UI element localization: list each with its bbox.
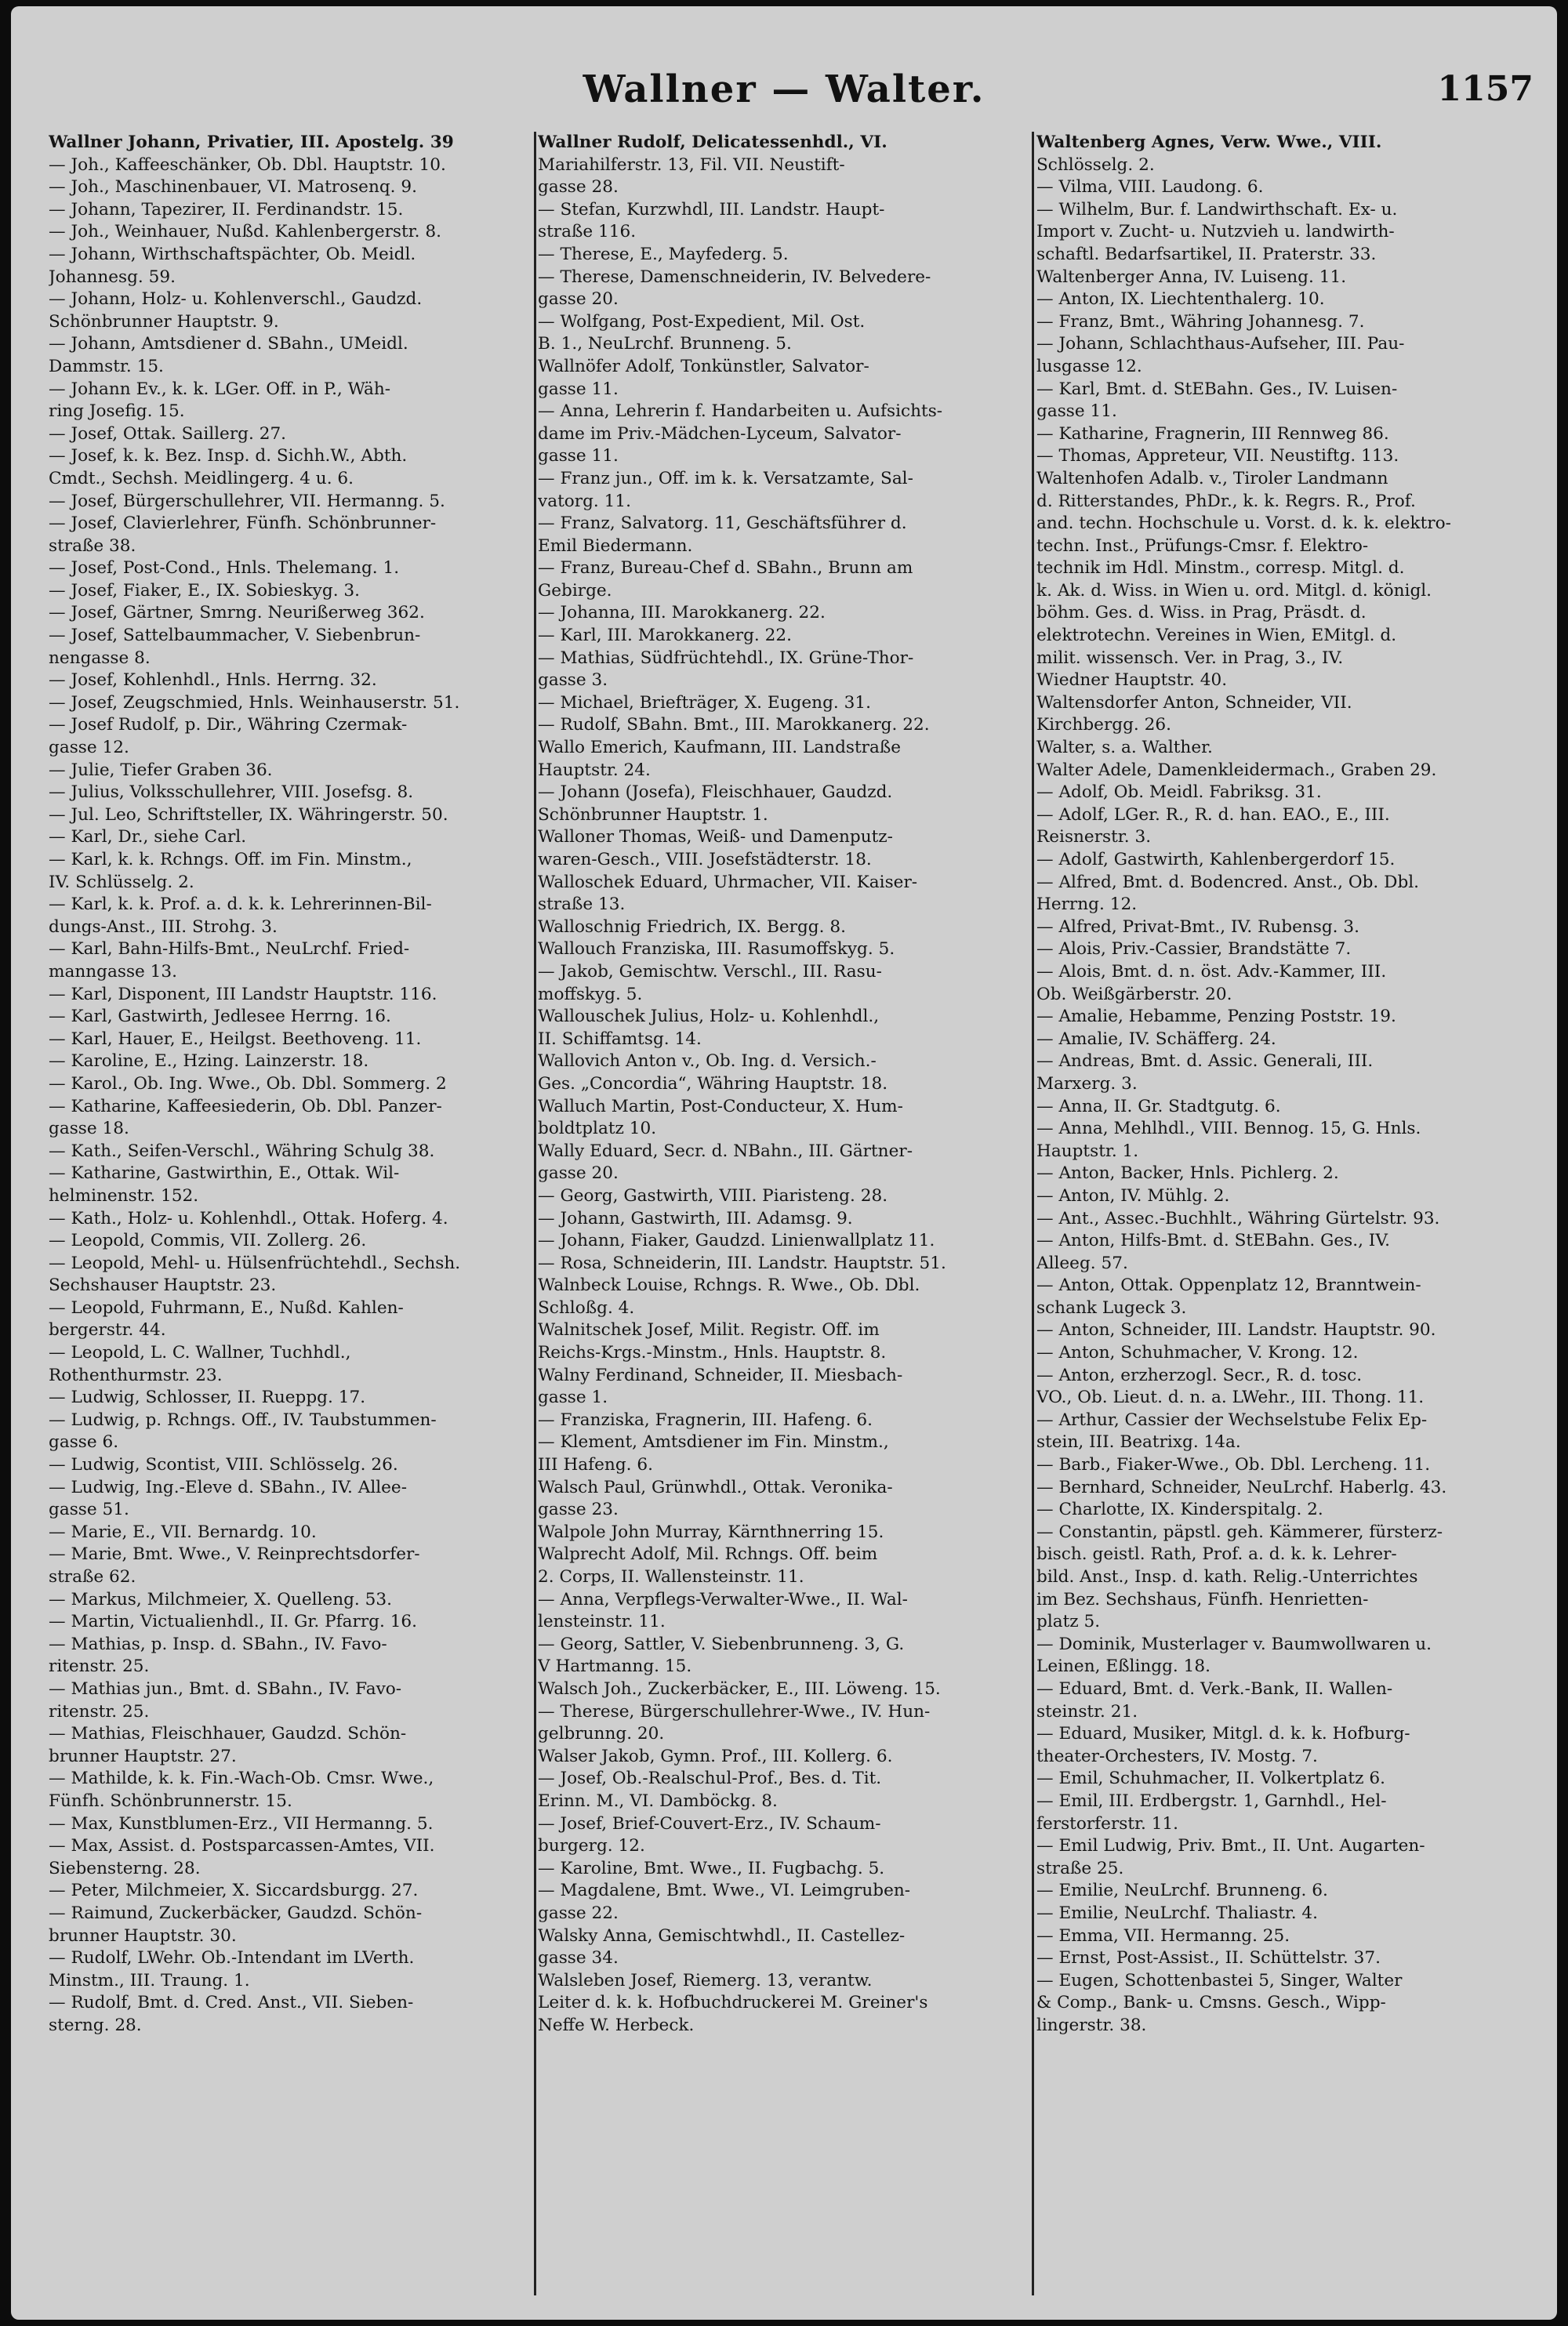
directory-entry: straße 62. [49, 1567, 136, 1587]
directory-entry: — Emil, Schuhmacher, II. Volkertplatz 6. [1036, 1769, 1385, 1789]
directory-entry: — Johann, Holz- u. Kohlenverschl., Gaudzd. [49, 289, 423, 310]
directory-entry: Schönbrunner Hauptstr. 1. [538, 804, 768, 825]
directory-entry: — Joh., Weinhauer, Nußd. Kahlenbergerstr. 8. [49, 222, 441, 242]
directory-entry: gasse 6. [49, 1432, 119, 1453]
directory-entry: V Hartmanng. 15. [538, 1657, 692, 1677]
directory-entry: k. Ak. d. Wiss. in Wien u. ord. Mitgl. d. königl. [1036, 580, 1432, 601]
directory-entry: Rothenthurmstr. 23. [49, 1365, 223, 1385]
directory-entry: elektrotechn. Vereines in Wien, EMitgl. d. [1036, 626, 1397, 646]
directory-entry: Walter, s. a. Walther. [1036, 738, 1213, 758]
directory-entry: — Katharine, Kaffeesiederin, Ob. Dbl. Panzer- [49, 1096, 442, 1116]
directory-entry: bisch. geistl. Rath, Prof. a. d. k. k. Lehrer- [1036, 1544, 1397, 1565]
directory-entry: — Therese, Damenschneiderin, IV. Belvedere- [538, 267, 931, 287]
directory-entry: Marxerg. 3. [1036, 1073, 1138, 1094]
directory-entry: gasse 51. [49, 1500, 129, 1520]
directory-entry: gasse 22. [538, 1903, 619, 1923]
directory-entry: Schloßg. 4. [538, 1297, 635, 1318]
column-left [49, 132, 535, 2303]
directory-entry: gasse 12. [49, 738, 129, 758]
directory-entry: Hauptstr. 24. [538, 760, 651, 780]
directory-entry: moffskyg. 5. [538, 984, 643, 1004]
directory-entry: Gebirge. [538, 580, 612, 601]
directory-entry: — Anton, Ottak. Oppenplatz 12, Branntwein- [1036, 1275, 1421, 1296]
directory-entry: ritenstr. 25. [49, 1701, 150, 1722]
directory-entry: waren-Gesch., VIII. Josefstädterstr. 18. [538, 850, 872, 869]
directory-entry: — Alois, Priv.-Cassier, Brandstätte 7. [1036, 939, 1352, 960]
directory-entry: Schlösselg. 2. [1036, 154, 1155, 175]
directory-entry: gasse 23. [538, 1500, 619, 1520]
directory-entry: — Julius, Volksschullehrer, VIII. Josefsg. 8. [49, 782, 414, 803]
directory-entry: — Adolf, Ob. Meidl. Fabriksg. 31. [1036, 782, 1322, 803]
directory-entry: — Julie, Tiefer Graben 36. [49, 760, 273, 780]
directory-entry: — Michael, Briefträger, X. Eugeng. 31. [538, 692, 871, 713]
directory-entry: — Amalie, Hebamme, Penzing Poststr. 19. [1036, 1007, 1396, 1027]
directory-entry: — Eugen, Schottenbastei 5, Singer, Walter [1036, 1970, 1403, 1990]
directory-entry: — Joh., Kaffeeschänker, Ob. Dbl. Hauptstr. 10. [49, 154, 446, 175]
directory-entry: gasse 20. [538, 289, 619, 310]
directory-entry: — Franz jun., Off. im k. k. Versatzamte, Sal- [538, 468, 913, 488]
directory-entry: Walluch Martin, Post-Conducteur, X. Hum- [538, 1096, 903, 1116]
directory-entry: — Josef, Zeugschmied, Hnls. Weinhauserstr. 51. [49, 692, 460, 713]
directory-entry: — Martin, Victualienhdl., II. Gr. Pfarrg. 16. [49, 1612, 418, 1632]
directory-entry: IV. Schlüsselg. 2. [49, 872, 194, 892]
directory-entry: — Ludwig, Schlosser, II. Rueppg. 17. [49, 1388, 366, 1408]
directory-entry: — Emma, VII. Hermanng. 25. [1036, 1925, 1290, 1946]
directory-entry: — Bernhard, Schneider, NeuLrchf. Haberlg. 43. [1036, 1477, 1447, 1497]
directory-entry: platz 5. [1036, 1612, 1101, 1632]
directory-entry: — Karl, Gastwirth, Jedlesee Herrng. 16. [49, 1007, 391, 1027]
directory-entry: — Barb., Fiaker-Wwe., Ob. Dbl. Lercheng. 11. [1036, 1455, 1431, 1475]
directory-entry: II. Schiffamtsg. 14. [538, 1029, 702, 1049]
directory-entry: — Josef, k. k. Bez. Insp. d. Sichh.W., Abth. [49, 446, 408, 466]
directory-entry: — Mathias jun., Bmt. d. SBahn., IV. Favo- [49, 1678, 402, 1699]
directory-entry: lingerstr. 38. [1036, 2015, 1147, 2035]
directory-entry: — Eduard, Bmt. d. Verk.-Bank, II. Wallen- [1036, 1678, 1393, 1699]
directory-entry: gasse 11. [1036, 401, 1117, 422]
directory-entry: — Ant., Assec.-Buchhlt., Währing Gürtelstr. 93. [1036, 1208, 1440, 1228]
directory-entry: VO., Ob. Lieut. d. n. a. LWehr., III. Thong. 11. [1036, 1388, 1425, 1408]
directory-entry: — Emil, III. Erdbergstr. 1, Garnhdl., Hel- [1036, 1791, 1387, 1811]
directory-entry: Waltenberg Agnes, Verw. Wwe., VIII. [1036, 132, 1382, 152]
directory-entry: — Karl, Bahn-Hilfs-Bmt., NeuLrchf. Fried- [49, 939, 410, 960]
directory-entry: — Max, Assist. d. Postsparcassen-Amtes, VII. [49, 1836, 435, 1856]
directory-entry: im Bez. Sechshaus, Fünfh. Henrietten- [1036, 1589, 1369, 1609]
directory-entry: Leinen, Eßlingg. 18. [1036, 1657, 1210, 1677]
directory-entry: — Magdalene, Bmt. Wwe., VI. Leimgruben- [538, 1881, 911, 1901]
directory-entry: — Karl, Disponent, III Landstr Hauptstr. 116. [49, 984, 437, 1004]
directory-entry: lusgasse 12. [1036, 356, 1142, 376]
directory-entry: — Kath., Holz- u. Kohlenhdl., Ottak. Hoferg. 4. [49, 1208, 448, 1228]
directory-entry: Leiter d. k. k. Hofbuchdruckerei M. Greiner's [538, 1993, 928, 2013]
directory-entry: — Therese, Bürgerschullehrer-Wwe., IV. Hun- [538, 1701, 931, 1722]
directory-entry: Sechshauser Hauptstr. 23. [49, 1275, 277, 1296]
directory-entry: helminenstr. 152. [49, 1185, 199, 1206]
directory-entry: — Anton, Hilfs-Bmt. d. StEBahn. Ges., IV. [1036, 1231, 1391, 1251]
directory-entry: — Georg, Gastwirth, VIII. Piaristeng. 28. [538, 1185, 888, 1206]
directory-entry: & Comp., Bank- u. Cmsns. Gesch., Wipp- [1036, 1993, 1386, 2013]
directory-entry: and. techn. Hochschule u. Vorst. d. k. k. elektro- [1036, 513, 1451, 534]
directory-entry: schank Lugeck 3. [1036, 1297, 1187, 1318]
directory-entry: — Markus, Milchmeier, X. Quelleng. 53. [49, 1589, 392, 1609]
directory-entry: — Karoline, Bmt. Wwe., II. Fugbachg. 5. [538, 1858, 885, 1878]
directory-entry: Wallovich Anton v., Ob. Ing. d. Versich.- [538, 1051, 877, 1072]
directory-entry: techn. Inst., Prüfungs-Cmsr. f. Elektro- [1036, 535, 1369, 556]
directory-page [11, 6, 1557, 2320]
directory-entry: — Anton, erzherzogl. Secr., R. d. tosc. [1036, 1365, 1363, 1385]
directory-entry: vatorg. 11. [538, 491, 631, 511]
directory-entry: — Josef, Fiaker, E., IX. Sobieskyg. 3. [49, 580, 361, 601]
directory-entry: Walsky Anna, Gemischtwhdl., II. Castellez- [538, 1925, 906, 1946]
directory-entry: gasse 34. [538, 1948, 619, 1969]
directory-entry: — Kath., Seifen-Verschl., Währing Schulg 38. [49, 1141, 435, 1161]
directory-entry: Siebensterng. 28. [49, 1858, 201, 1878]
directory-entry: Wallouschek Julius, Holz- u. Kohlenhdl., [538, 1007, 880, 1027]
directory-entry: — Rudolf, Bmt. d. Cred. Anst., VII. Sieben- [49, 1993, 414, 2013]
directory-entry: — Marie, Bmt. Wwe., V. Reinprechtsdorfer- [49, 1544, 420, 1565]
directory-entry: — Ernst, Post-Assist., II. Schüttelstr. 37. [1036, 1948, 1381, 1969]
directory-entry: nengasse 8. [49, 648, 151, 668]
directory-entry: — Anna, Verpflegs-Verwalter-Wwe., II. Wal- [538, 1589, 908, 1609]
directory-entry: — Rudolf, LWehr. Ob.-Intendant im LVerth. [49, 1948, 415, 1969]
directory-entry: — Joh., Maschinenbauer, VI. Matrosenq. 9. [49, 177, 418, 198]
directory-entry: Waltenhofen Adalb. v., Tiroler Landmann [1036, 468, 1388, 488]
directory-entry: — Anton, Schneider, III. Landstr. Hauptstr. 90. [1036, 1320, 1436, 1341]
directory-entry: — Marie, E., VII. Bernardg. 10. [49, 1522, 317, 1542]
directory-entry: — Therese, E., Mayfederg. 5. [538, 244, 789, 264]
directory-entry: straße 13. [538, 894, 626, 915]
directory-entry: — Anton, IX. Liechtenthalerg. 10. [1036, 289, 1325, 310]
directory-entry: — Johann Ev., k. k. LGer. Off. in P., Wäh- [49, 379, 391, 399]
column-divider [534, 132, 536, 2295]
directory-entry: — Andreas, Bmt. d. Assic. Generali, III. [1036, 1051, 1374, 1072]
directory-entry: Ges. „Concordia“, Währing Hauptstr. 18. [538, 1073, 888, 1094]
directory-entry: — Josef, Bürgerschullehrer, VII. Hermanng. 5. [49, 491, 445, 511]
directory-entry: — Franz, Salvatorg. 11, Geschäftsführer d. [538, 513, 907, 534]
directory-entry: straße 38. [49, 535, 136, 556]
directory-entry: gelbrunng. 20. [538, 1724, 665, 1744]
directory-entry: — Ludwig, Scontist, VIII. Schlösselg. 26. [49, 1455, 398, 1475]
directory-entry: boldtplatz 10. [538, 1119, 657, 1139]
directory-entry: — Vilma, VIII. Laudong. 6. [1036, 177, 1264, 198]
directory-entry: — Adolf, Gastwirth, Kahlenbergerdorf 15. [1036, 850, 1396, 869]
directory-entry: — Mathias, Südfrüchtehdl., IX. Grüne-Thor- [538, 648, 914, 668]
directory-entry: — Emil Ludwig, Priv. Bmt., II. Unt. Augarten- [1036, 1836, 1425, 1856]
directory-entry: — Franz, Bmt., Währing Johannesg. 7. [1036, 311, 1365, 332]
directory-entry: — Katharine, Fragnerin, III Rennweg 86. [1036, 423, 1389, 444]
directory-entry: sterng. 28. [49, 2015, 142, 2035]
directory-entry: brunner Hauptstr. 30. [49, 1925, 237, 1946]
directory-entry: Herrng. 12. [1036, 894, 1138, 915]
directory-entry: Walser Jakob, Gymn. Prof., III. Kollerg. 6. [538, 1746, 893, 1766]
directory-entry: — Charlotte, IX. Kinderspitalg. 2. [1036, 1500, 1323, 1520]
directory-entry: milit. wissensch. Ver. in Prag, 3., IV. [1036, 648, 1344, 668]
column-middle [538, 132, 1033, 2303]
directory-entry: — Johann, Gastwirth, III. Adamsg. 9. [538, 1208, 853, 1228]
directory-entry: dame im Priv.-Mädchen-Lyceum, Salvator- [538, 423, 902, 444]
column-divider [1032, 132, 1034, 2295]
directory-entry: lensteinstr. 11. [538, 1612, 666, 1632]
directory-entry: Walnitschek Josef, Milit. Registr. Off. im [538, 1320, 880, 1341]
directory-entry: — Johann, Fiaker, Gaudzd. Linienwallplatz 11. [538, 1231, 935, 1251]
directory-entry: — Johann, Tapezirer, II. Ferdinandstr. 15. [49, 199, 404, 220]
directory-entry: Alleeg. 57. [1036, 1253, 1128, 1273]
directory-entry: gasse 20. [538, 1163, 619, 1184]
directory-entry: — Karl, k. k. Prof. a. d. k. k. Lehrerinnen-Bil- [49, 894, 432, 915]
directory-entry: — Alois, Bmt. d. n. öst. Adv.-Kammer, III. [1036, 961, 1387, 982]
directory-entry: — Johann, Schlachthaus-Aufseher, III. Pau- [1036, 334, 1405, 354]
directory-entry: Wallnöfer Adolf, Tonkünstler, Salvator- [538, 356, 869, 376]
directory-entry: Emil Biedermann. [538, 535, 693, 556]
directory-entry: bild. Anst., Insp. d. kath. Relig.-Unterrichtes [1036, 1567, 1418, 1587]
directory-entry: — Arthur, Cassier der Wechselstube Felix Ep- [1036, 1410, 1428, 1430]
directory-entry: — Anna, Lehrerin f. Handarbeiten u. Aufsichts- [538, 401, 943, 422]
directory-entry: Walpole John Murray, Kärnthnerring 15. [538, 1522, 884, 1542]
directory-entry: Kirchbergg. 26. [1036, 715, 1172, 735]
directory-entry: — Karl, Bmt. d. StEBahn. Ges., IV. Luisen- [1036, 379, 1398, 399]
directory-entry: Reisnerstr. 3. [1036, 827, 1152, 847]
directory-entry: bergerstr. 44. [49, 1320, 166, 1341]
directory-entry: III Hafeng. 6. [538, 1455, 653, 1475]
directory-entry: — Anna, II. Gr. Stadtgutg. 6. [1036, 1096, 1281, 1116]
directory-entry: manngasse 13. [49, 961, 178, 982]
directory-entry: böhm. Ges. d. Wiss. in Prag, Präsdt. d. [1036, 603, 1367, 623]
directory-entry: Waltenberger Anna, IV. Luiseng. 11. [1036, 267, 1347, 287]
directory-entry: Walloschnig Friedrich, IX. Bergg. 8. [538, 916, 846, 937]
directory-entry: ritenstr. 25. [49, 1657, 150, 1677]
directory-entry: — Josef, Brief-Couvert-Erz., IV. Schaum- [538, 1813, 881, 1834]
directory-entry: — Rosa, Schneiderin, III. Landstr. Hauptstr. 51. [538, 1253, 946, 1273]
directory-entry: — Anton, IV. Mühlg. 2. [1036, 1185, 1230, 1206]
directory-entry: — Leopold, Fuhrmann, E., Nußd. Kahlen- [49, 1297, 404, 1318]
directory-entry: Schönbrunner Hauptstr. 9. [49, 311, 279, 332]
directory-entry: Hauptstr. 1. [1036, 1141, 1139, 1161]
directory-entry: — Alfred, Bmt. d. Bodencred. Anst., Ob. Dbl. [1036, 872, 1420, 892]
directory-entry: Wally Eduard, Secr. d. NBahn., III. Gärtner- [538, 1141, 913, 1161]
directory-entry: — Mathilde, k. k. Fin.-Wach-Ob. Cmsr. Wwe., [49, 1769, 434, 1789]
directory-entry: Neffe W. Herbeck. [538, 2015, 695, 2035]
directory-entry: — Jakob, Gemischtw. Verschl., III. Rasu- [538, 961, 882, 982]
directory-entry: — Johann, Amtsdiener d. SBahn., UMeidl. [49, 334, 408, 354]
column-right [1036, 132, 1541, 2303]
page-header [11, 67, 1557, 122]
directory-entry: Wallner Johann, Privatier, III. Apostelg. 39 [49, 132, 454, 152]
directory-entry: Walloner Thomas, Weiß- und Damenputz- [538, 827, 893, 847]
directory-entry: gasse 1. [538, 1388, 608, 1408]
directory-entry: — Karl, Hauer, E., Heilgst. Beethoveng. 11. [49, 1029, 422, 1049]
directory-entry: — Jul. Leo, Schriftsteller, IX. Währingerstr. 50. [49, 804, 448, 825]
directory-entry: — Peter, Milchmeier, X. Siccardsburgg. 27. [49, 1881, 419, 1901]
directory-entry: — Karl, Dr., siehe Carl. [49, 827, 247, 847]
directory-entry: — Leopold, L. C. Wallner, Tuchhdl., [49, 1343, 351, 1363]
directory-entry: — Ludwig, Ing.-Eleve d. SBahn., IV. Allee- [49, 1477, 408, 1497]
directory-entry: — Karoline, E., Hzing. Lainzerstr. 18. [49, 1051, 369, 1072]
directory-entry: Johannesg. 59. [49, 267, 176, 287]
directory-entry: Walnbeck Louise, Rchngs. R. Wwe., Ob. Dbl. [538, 1275, 920, 1296]
directory-entry: gasse 3. [538, 670, 608, 691]
directory-entry: Minstm., III. Traung. 1. [49, 1970, 250, 1990]
directory-entry: Erinn. M., VI. Damböckg. 8. [538, 1791, 778, 1811]
directory-entry: brunner Hauptstr. 27. [49, 1746, 237, 1766]
directory-entry: — Mathias, Fleischhauer, Gaudzd. Schön- [49, 1724, 407, 1744]
directory-entry: — Josef, Clavierlehrer, Fünfh. Schönbrunner- [49, 513, 437, 534]
directory-entry: burgerg. 12. [538, 1836, 645, 1856]
directory-entry: d. Ritterstandes, PhDr., k. k. Regrs. R., Prof. [1036, 491, 1416, 511]
directory-entry: — Leopold, Commis, VII. Zollerg. 26. [49, 1231, 367, 1251]
directory-entry: — Adolf, LGer. R., R. d. han. EAO., E., III. [1036, 804, 1390, 825]
directory-entry: Walsch Paul, Grünwhdl., Ottak. Veronika- [538, 1477, 893, 1497]
directory-entry: Fünfh. Schönbrunnerstr. 15. [49, 1791, 292, 1811]
directory-entry: — Josef, Gärtner, Smrng. Neurißerweg 362. [49, 603, 425, 623]
directory-entry: schaftl. Bedarfsartikel, II. Praterstr. 33. [1036, 244, 1377, 264]
directory-entry: — Josef, Post-Cond., Hnls. Thelemang. 1. [49, 558, 400, 579]
directory-entry: — Dominik, Musterlager v. Baumwollwaren u. [1036, 1634, 1432, 1654]
directory-entry: — Johann, Wirthschaftspächter, Ob. Meidl. [49, 244, 416, 264]
directory-entry: — Johann (Josefa), Fleischhauer, Gaudzd. [538, 782, 893, 803]
page-title: Wallner — Walter. [583, 67, 985, 111]
directory-entry: gasse 11. [538, 379, 619, 399]
directory-entry: steinstr. 21. [1036, 1701, 1138, 1722]
directory-entry: — Franziska, Fragnerin, III. Hafeng. 6. [538, 1410, 873, 1430]
directory-entry: gasse 11. [538, 446, 619, 466]
directory-entry: Wiedner Hauptstr. 40. [1036, 670, 1228, 691]
directory-entry: technik im Hdl. Minstm., corresp. Mitgl. d. [1036, 558, 1405, 579]
directory-entry: Mariahilferstr. 13, Fil. VII. Neustift- [538, 154, 845, 175]
directory-entry: — Leopold, Mehl- u. Hülsenfrüchtehdl., Sechsh. [49, 1253, 461, 1273]
directory-entry: — Anton, Backer, Hnls. Pichlerg. 2. [1036, 1163, 1339, 1184]
directory-entry: Ob. Weißgärberstr. 20. [1036, 984, 1232, 1004]
directory-entry: straße 25. [1036, 1858, 1124, 1878]
directory-entry: — Klement, Amtsdiener im Fin. Minstm., [538, 1432, 889, 1453]
directory-entry: — Max, Kunstblumen-Erz., VII Hermanng. 5. [49, 1813, 434, 1834]
directory-entry: — Josef, Sattelbaummacher, V. Siebenbrun- [49, 626, 421, 646]
directory-entry: — Johanna, III. Marokkanerg. 22. [538, 603, 826, 623]
directory-entry: — Franz, Bureau-Chef d. SBahn., Brunn am [538, 558, 913, 579]
directory-entry: Walsleben Josef, Riemerg. 13, verantw. [538, 1970, 873, 1990]
directory-entry: — Wolfgang, Post-Expedient, Mil. Ost. [538, 311, 866, 332]
directory-entry: Dammstr. 15. [49, 356, 164, 376]
directory-entry: — Eduard, Musiker, Mitgl. d. k. k. Hofburg- [1036, 1724, 1410, 1744]
directory-entry: Walprecht Adolf, Mil. Rchngs. Off. beim [538, 1544, 878, 1565]
directory-entry: straße 116. [538, 222, 637, 242]
directory-entry: — Josef, Ottak. Saillerg. 27. [49, 423, 287, 444]
directory-entry: Reichs-Krgs.-Minstm., Hnls. Hauptstr. 8. [538, 1343, 887, 1363]
directory-entry: Walter Adele, Damenkleidermach., Graben 29. [1036, 760, 1437, 780]
directory-entry: Walsch Joh., Zuckerbäcker, E., III. Löweng. 15. [538, 1678, 941, 1699]
page-number: 1157 [1437, 69, 1534, 109]
directory-entry: — Anton, Schuhmacher, V. Krong. 12. [1036, 1343, 1359, 1363]
directory-entry: — Katharine, Gastwirthin, E., Ottak. Wil- [49, 1163, 400, 1184]
directory-entry: — Alfred, Privat-Bmt., IV. Rubensg. 3. [1036, 916, 1360, 937]
directory-entry: Cmdt., Sechsh. Meidlingerg. 4 u. 6. [49, 468, 354, 488]
directory-entry: — Josef, Ob.-Realschul-Prof., Bes. d. Tit. [538, 1769, 882, 1789]
directory-entry: — Raimund, Zuckerbäcker, Gaudzd. Schön- [49, 1903, 423, 1923]
directory-entry: Wallouch Franziska, III. Rasumoffskyg. 5. [538, 939, 895, 960]
directory-entry: theater-Orchesters, IV. Mostg. 7. [1036, 1746, 1318, 1766]
directory-entry: gasse 18. [49, 1119, 129, 1139]
directory-entry: — Anna, Mehlhdl., VIII. Bennog. 15, G. Hnls. [1036, 1119, 1421, 1139]
directory-entry: gasse 28. [538, 177, 619, 198]
directory-entry: — Ludwig, p. Rchngs. Off., IV. Taubstummen- [49, 1410, 437, 1430]
directory-entry: — Karl, k. k. Rchngs. Off. im Fin. Minstm., [49, 850, 412, 869]
directory-entry: Walny Ferdinand, Schneider, II. Miesbach- [538, 1365, 903, 1385]
directory-entry: Import v. Zucht- u. Nutzvieh u. landwirth- [1036, 222, 1395, 242]
directory-entry: — Wilhelm, Bur. f. Landwirthschaft. Ex- u. [1036, 199, 1398, 220]
directory-entry: — Emilie, NeuLrchf. Brunneng. 6. [1036, 1881, 1328, 1901]
directory-entry: Wallner Rudolf, Delicatessenhdl., VI. [538, 132, 887, 152]
directory-entry: — Constantin, päpstl. geh. Kämmerer, fürsterz- [1036, 1522, 1443, 1542]
directory-entry: — Rudolf, SBahn. Bmt., III. Marokkanerg. 22. [538, 715, 930, 735]
directory-entry: — Josef, Kohlenhdl., Hnls. Herrng. 32. [49, 670, 377, 691]
directory-entry: B. 1., NeuLrchf. Brunneng. 5. [538, 334, 792, 354]
directory-entry: Wallo Emerich, Kaufmann, III. Landstraße [538, 738, 902, 758]
directory-entry: ferstorferstr. 11. [1036, 1813, 1179, 1834]
directory-entry: ring Josefig. 15. [49, 401, 185, 422]
directory-entry: — Mathias, p. Insp. d. SBahn., IV. Favo- [49, 1634, 387, 1654]
directory-entry: — Emilie, NeuLrchf. Thaliastr. 4. [1036, 1903, 1319, 1923]
directory-entry: dungs-Anst., III. Strohg. 3. [49, 916, 278, 937]
directory-entry: Waltensdorfer Anton, Schneider, VII. [1036, 692, 1352, 713]
directory-entry: — Karl, III. Marokkanerg. 22. [538, 626, 792, 646]
directory-entry: — Thomas, Appreteur, VII. Neustiftg. 113. [1036, 446, 1399, 466]
directory-entry: — Amalie, IV. Schäfferg. 24. [1036, 1029, 1276, 1049]
directory-entry: Walloschek Eduard, Uhrmacher, VII. Kaiser- [538, 872, 918, 892]
directory-entry: — Georg, Sattler, V. Siebenbrunneng. 3, G. [538, 1634, 905, 1654]
directory-entry: stein, III. Beatrixg. 14a. [1036, 1432, 1241, 1453]
directory-entry: — Karol., Ob. Ing. Wwe., Ob. Dbl. Sommerg. 2 [49, 1073, 447, 1094]
directory-entry: — Josef Rudolf, p. Dir., Währing Czermak- [49, 715, 408, 735]
directory-entry: — Stefan, Kurzwhdl, III. Landstr. Haupt- [538, 199, 885, 220]
directory-entry: 2. Corps, II. Wallensteinstr. 11. [538, 1567, 804, 1587]
